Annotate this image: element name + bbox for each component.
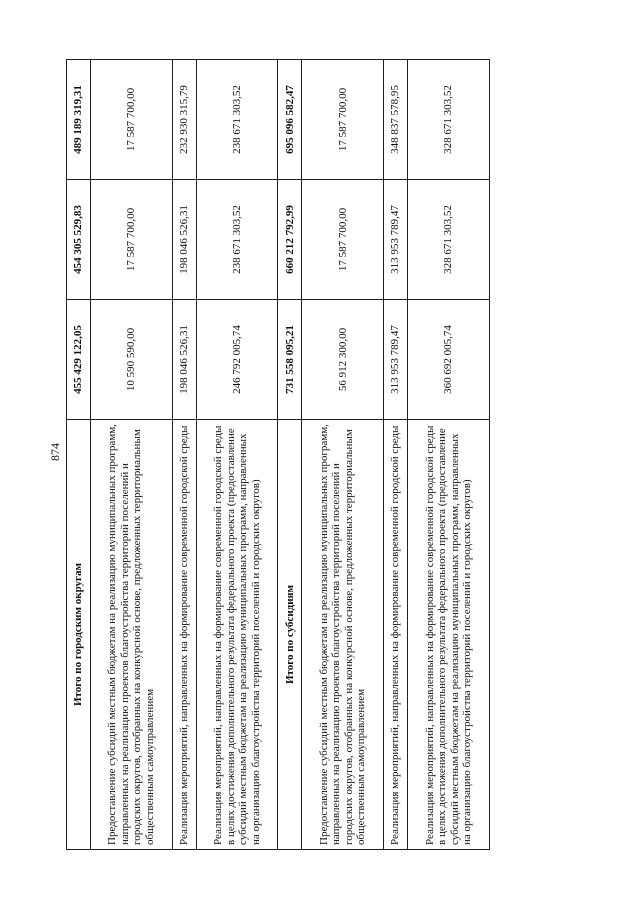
value-cell-1: 455 429 122,05 xyxy=(67,300,91,420)
value-cell-3: 238 671 303,52 xyxy=(196,60,278,180)
value-cell-3: 17 587 700,00 xyxy=(90,60,172,180)
row-label-cell: Предоставление субсидий местным бюджетам на реализацию муниципальных программ, направленных на реализацию проектов благоустройства территорий поселений и городских округов, отобранных на конкурсной основе, предложенных территориальным общественным самоуправлением xyxy=(302,420,384,850)
value-cell-2: 17 587 700,00 xyxy=(302,180,384,300)
value-cell-1: 198 046 526,31 xyxy=(172,300,196,420)
value-cell-3: 695 096 582,47 xyxy=(278,60,302,180)
value-cell-1: 313 953 789,47 xyxy=(384,300,408,420)
value-cell-2: 17 587 700,00 xyxy=(90,180,172,300)
table-body xyxy=(67,60,490,850)
table-row xyxy=(90,60,172,850)
row-label-cell: Реализация мероприятий, направленных на формирование современной городской среды xyxy=(172,420,196,850)
budget-table xyxy=(66,59,490,850)
rotated-table-container xyxy=(66,60,490,850)
row-label-cell: Предоставление субсидий местным бюджетам на реализацию муниципальных программ, направленных на реализацию проектов благоустройства территорий поселений и городских округов, отобранных на конкурсной основе, предложенных территориальным общественным самоуправлением xyxy=(90,420,172,850)
value-cell-1: 56 912 300,00 xyxy=(302,300,384,420)
value-cell-2: 328 671 303,52 xyxy=(408,180,490,300)
row-label-cell: Реализация мероприятий, направленных на формирование современной городской среды в целях достижения дополнительного результата федерального проекта (предоставление субсидий местным бюджетам на реализацию муниципальных программ, направленных на организацию благоустройства территорий поселений и городских округов) xyxy=(196,420,278,850)
value-cell-3: 489 189 319,31 xyxy=(67,60,91,180)
value-cell-1: 731 558 095,21 xyxy=(278,300,302,420)
row-label-cell: Реализация мероприятий, направленных на формирование современной городской среды в целях достижения дополнительного результата федерального проекта (предоставление субсидий местным бюджетам на реализацию муниципальных программ, направленных на организацию благоустройства территорий поселений и городских округов) xyxy=(408,420,490,850)
page-number: 874 xyxy=(48,443,62,461)
value-cell-2: 660 212 792,99 xyxy=(278,180,302,300)
value-cell-3: 328 671 303,52 xyxy=(408,60,490,180)
total-row xyxy=(67,60,91,850)
table-row xyxy=(196,60,278,850)
row-label-cell: Итого по субсидиям xyxy=(278,420,302,850)
row-label-cell: Реализация мероприятий, направленных на формирование современной городской среды xyxy=(384,420,408,850)
table-row xyxy=(172,60,196,850)
rotated-table xyxy=(66,60,490,850)
value-cell-3: 348 837 578,95 xyxy=(384,60,408,180)
table-row xyxy=(408,60,490,850)
value-cell-1: 246 792 005,74 xyxy=(196,300,278,420)
value-cell-2: 454 305 529,83 xyxy=(67,180,91,300)
value-cell-3: 232 930 315,79 xyxy=(172,60,196,180)
table-row xyxy=(384,60,408,850)
value-cell-2: 238 671 303,52 xyxy=(196,180,278,300)
value-cell-2: 198 046 526,31 xyxy=(172,180,196,300)
value-cell-3: 17 587 700,00 xyxy=(302,60,384,180)
value-cell-1: 360 692 005,74 xyxy=(408,300,490,420)
table-row xyxy=(302,60,384,850)
value-cell-2: 313 953 789,47 xyxy=(384,180,408,300)
row-label-cell: Итого по городским округам xyxy=(67,420,91,850)
value-cell-1: 10 590 590,00 xyxy=(90,300,172,420)
total-row xyxy=(278,60,302,850)
